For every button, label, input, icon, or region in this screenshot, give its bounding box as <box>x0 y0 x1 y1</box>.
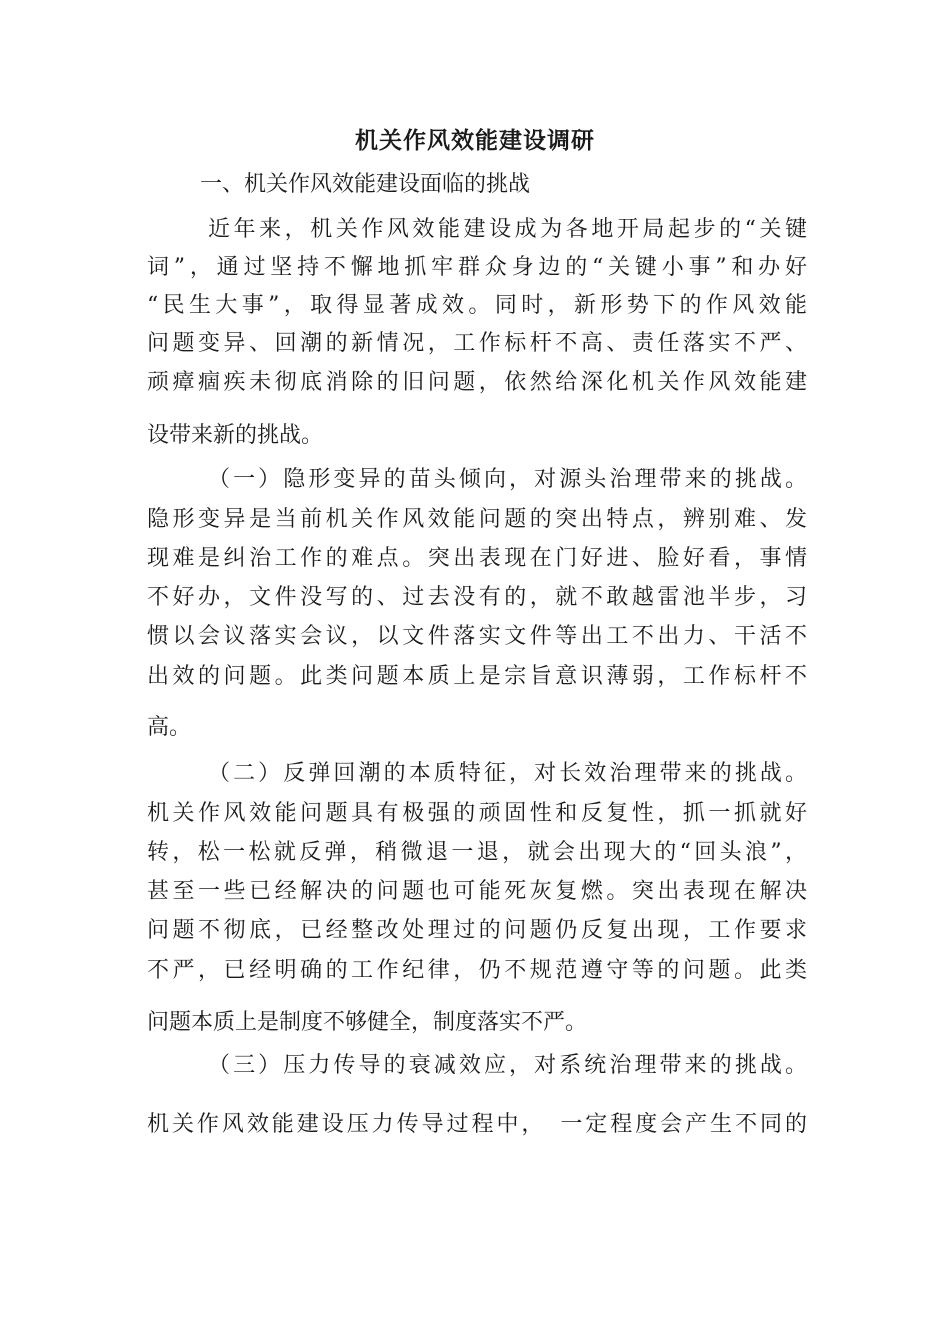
paragraph-line: 问题不彻底，已经整改处理过的问题仍反复出现，工作要求 <box>147 918 807 943</box>
paragraph-line: 近年来，机关作风效能建设成为各地开局起步的“关键 <box>208 217 807 242</box>
paragraph-line: 现难是纠治工作的难点。突出表现在门好进、脸好看，事情 <box>147 546 807 571</box>
section-heading: 一、机关作风效能建设面临的挑战 <box>200 172 531 197</box>
paragraph-line: 机关作风效能问题具有极强的顽固性和反复性，抓一抓就好 <box>147 801 807 826</box>
paragraph-line: 问题本质上是制度不够健全，制度落实不严。 <box>147 1010 588 1035</box>
paragraph-line: 问题变异、回潮的新情况，工作标杆不高、责任落实不严、 <box>147 331 807 356</box>
paragraph-line: 甚至一些已经解决的问题也可能死灰复燃。突出表现在解决 <box>147 879 807 904</box>
paragraph-line: 隐形变异是当前机关作风效能问题的突出特点，辨别难、发 <box>147 507 807 532</box>
paragraph-line: 出效的问题。此类问题本质上是宗旨意识薄弱，工作标杆不 <box>147 664 807 689</box>
paragraph-line: “民生大事”，取得显著成效。同时，新形势下的作风效能 <box>147 293 807 318</box>
paragraph-line: 惯以会议落实会议，以文件落实文件等出工不出力、干活不 <box>147 624 807 649</box>
paragraph-line: 机关作风效能建设压力传导过程中， 一定程度会产生不同的 <box>147 1112 807 1137</box>
paragraph-line: 词”，通过坚持不懈地抓牢群众身边的“关键小事”和办好 <box>147 255 807 280</box>
paragraph-line: 顽瘴痼疾未彻底消除的旧问题，依然给深化机关作风效能建 <box>147 370 807 395</box>
subheading-line: （一）隐形变异的苗头倾向，对源头治理带来的挑战。 <box>208 467 807 492</box>
paragraph-line: 转，松一松就反弹，稍微退一退，就会出现大的“回头浪”， <box>147 840 807 865</box>
subheading-line: （三）压力传导的衰减效应，对系统治理带来的挑战。 <box>208 1053 807 1078</box>
subheading-line: （二）反弹回潮的本质特征，对长效治理带来的挑战。 <box>208 761 807 786</box>
paragraph-line: 高。 <box>147 715 192 740</box>
document-title: 机关作风效能建设调研 <box>355 128 595 154</box>
paragraph-line: 不好办，文件没写的、过去没有的，就不敢越雷池半步，习 <box>147 585 807 610</box>
paragraph-line: 不严，已经明确的工作纪律，仍不规范遵守等的问题。此类 <box>147 958 807 983</box>
paragraph-line: 设带来新的挑战。 <box>147 423 324 448</box>
